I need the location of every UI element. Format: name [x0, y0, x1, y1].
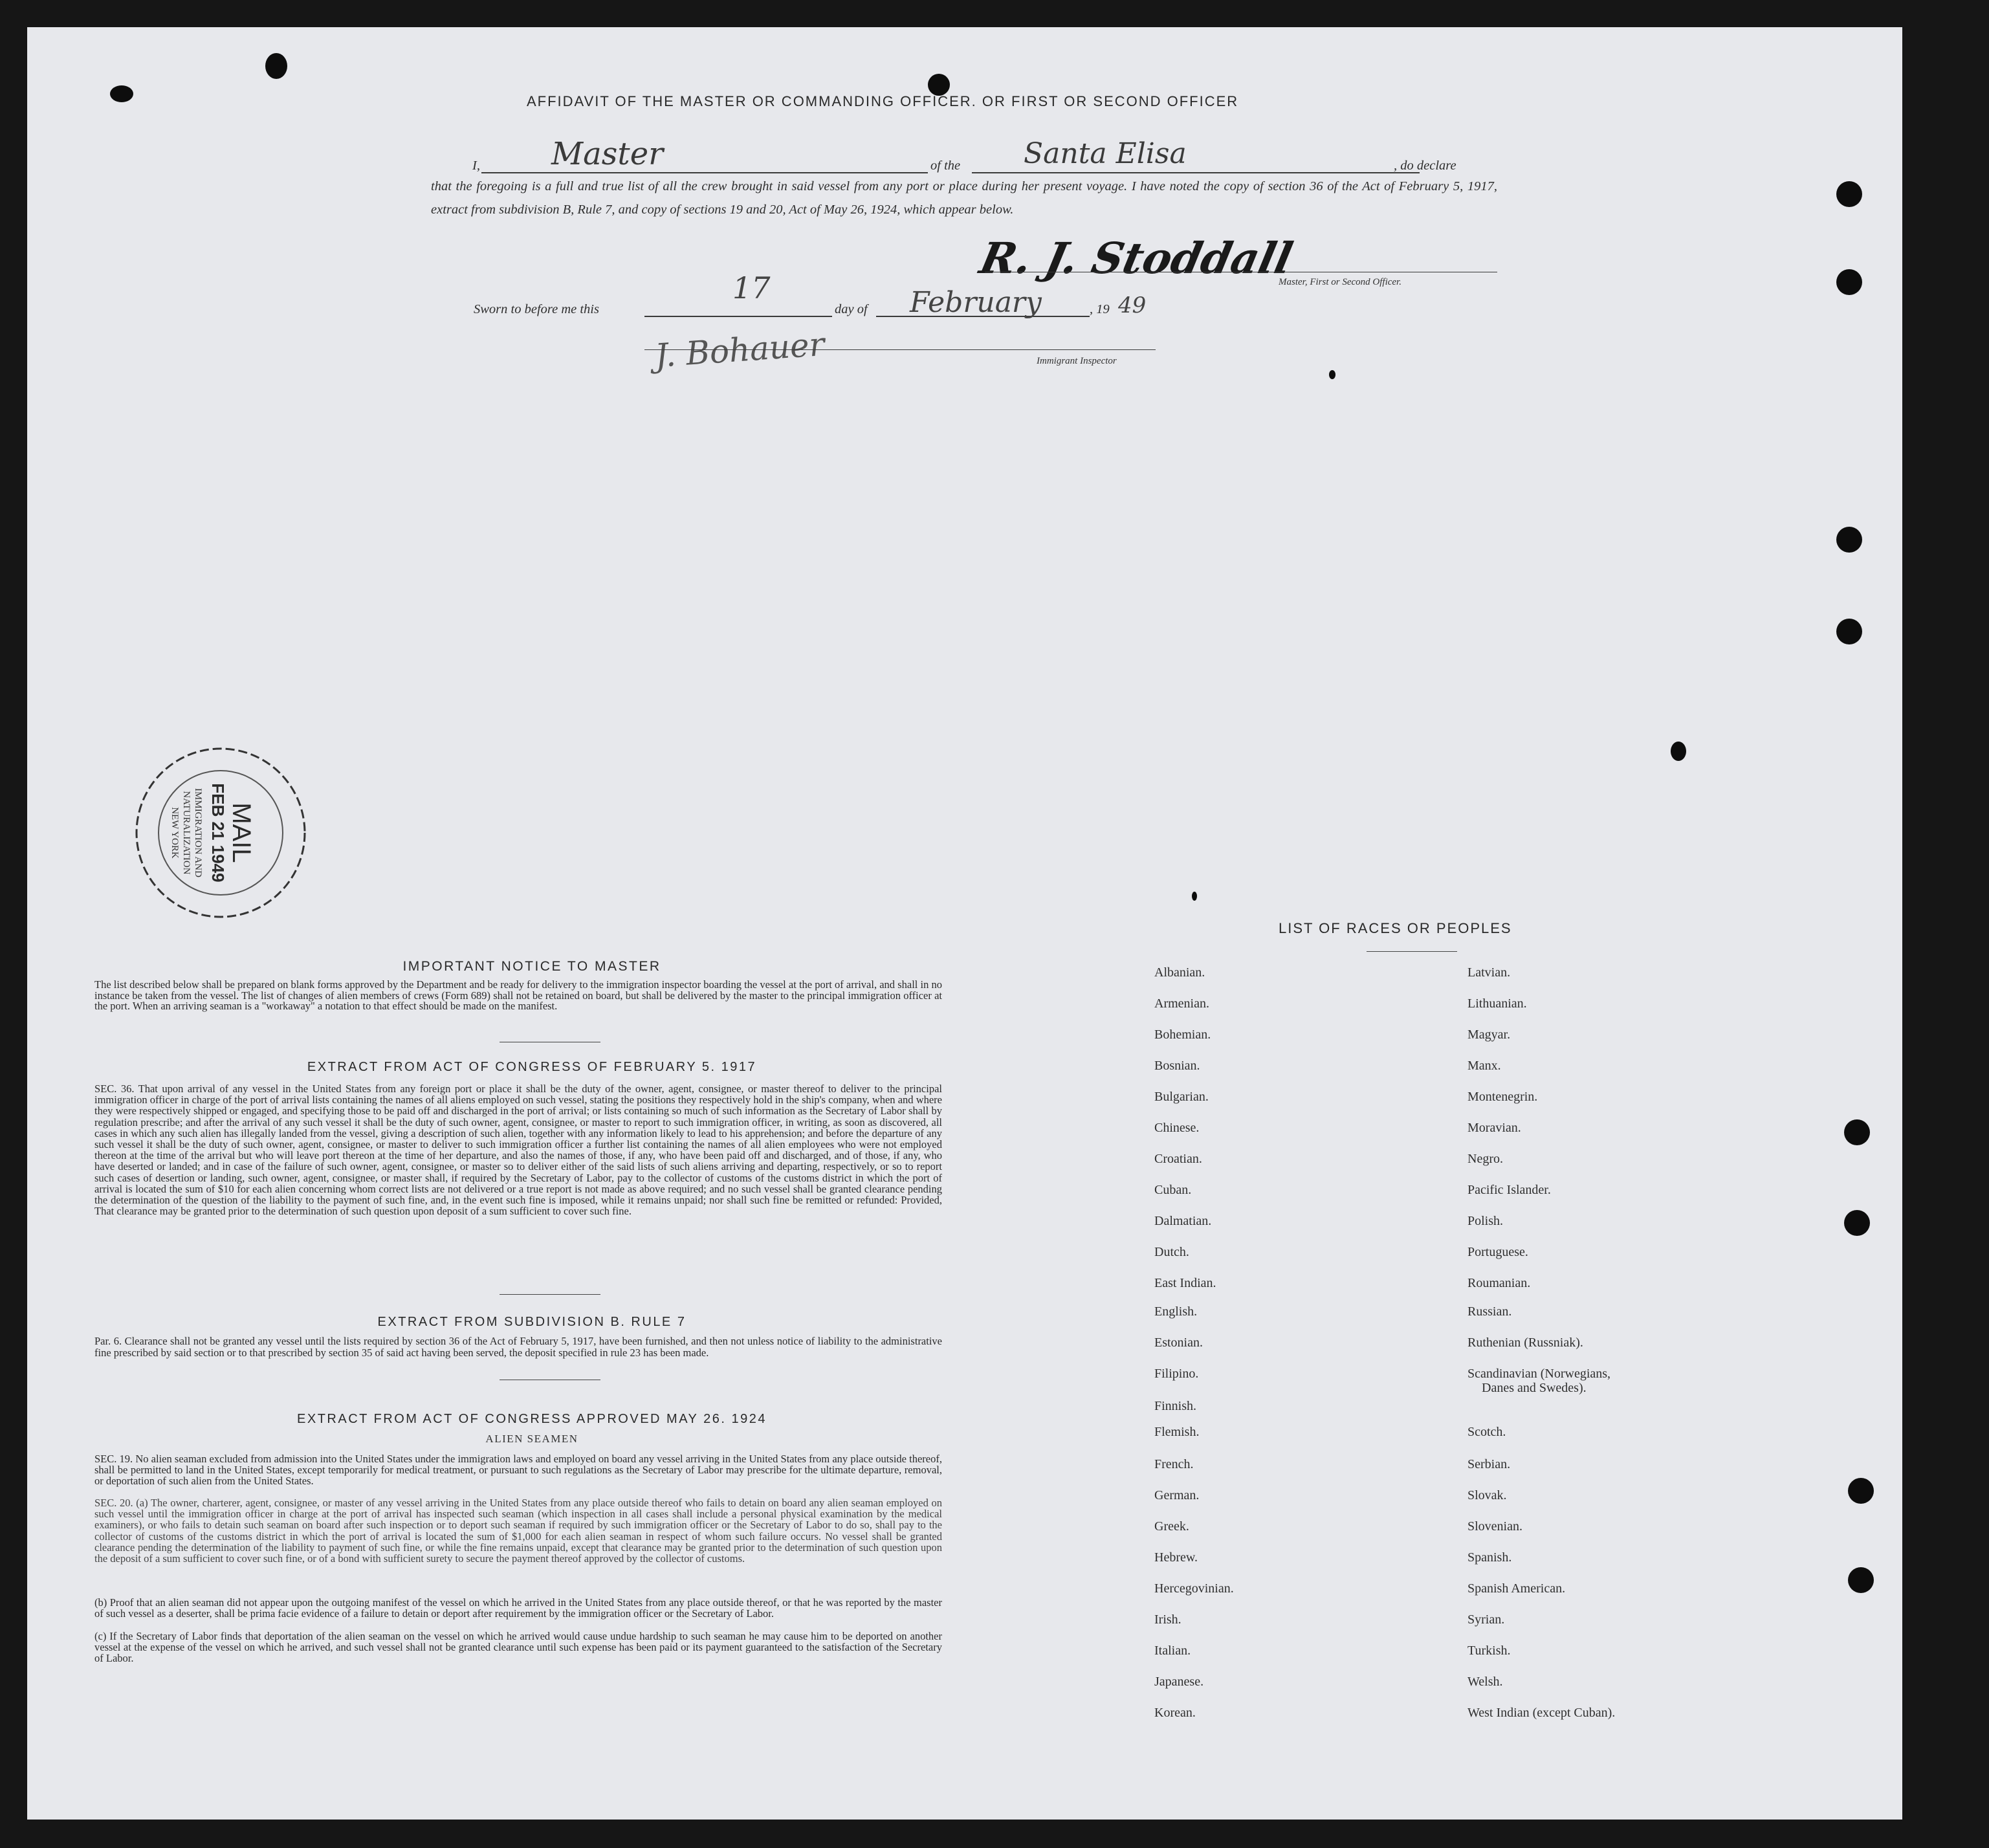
race-item: Italian. [1154, 1644, 1191, 1658]
extract-1917-title: EXTRACT FROM ACT OF CONGRESS OF FEBRUARY 5. 1917 [307, 1060, 757, 1074]
race-item: Serbian. [1467, 1457, 1511, 1471]
race-item: Manx. [1467, 1059, 1501, 1073]
race-item: Scotch. [1467, 1425, 1506, 1439]
race-item: Korean. [1154, 1706, 1196, 1720]
race-item: French. [1154, 1457, 1194, 1471]
race-item: Croatian. [1154, 1152, 1202, 1166]
year-prefix: , 19 [1090, 302, 1110, 316]
race-item: East Indian. [1154, 1276, 1216, 1290]
stamp-line-3: NEW YORK [170, 807, 180, 859]
race-item: English. [1154, 1304, 1198, 1319]
race-item: Albanian. [1154, 965, 1205, 980]
sworn-day-handwriting: 17 [732, 270, 771, 305]
binder-hole [1844, 1210, 1870, 1236]
sec20b-text: (b) Proof that an alien seaman did not appear upon the outgoing manifest of the vessel on which he arrived in the United States from any place outside thereof, or that he was reported by the master of such vessel as a deserter, shall be prima facie evidence of a failure to detain or deport after requirement by the immigration officer or the Secretary of Labor. [94, 1596, 942, 1620]
race-item: Welsh. [1467, 1675, 1503, 1689]
punch-hole [110, 85, 133, 102]
race-item: Estonian. [1154, 1336, 1203, 1350]
race-item: Hercegovinian. [1154, 1581, 1234, 1596]
race-item: Russian. [1467, 1304, 1512, 1319]
race-item: West Indian (except Cuban). [1467, 1706, 1616, 1720]
race-item: Spanish. [1467, 1550, 1512, 1565]
race-item: German. [1154, 1488, 1200, 1502]
race-item: Japanese. [1154, 1675, 1204, 1689]
race-item: Scandinavian (Norwegians, [1467, 1367, 1611, 1381]
affidavit-body: that the foregoing is a full and true list of all the crew brought in said vessel from any port or place during her present voyage. I have noted the copy of section 36 of the Act of February 5, 1917, extract from subdivision B, Rule 7, and copy of sections 19 and 20, Act of May 26, 1924, which appear below. [431, 179, 1497, 217]
rule7-title: EXTRACT FROM SUBDIVISION B. RULE 7 [377, 1315, 687, 1329]
race-item: Roumanian. [1467, 1276, 1531, 1290]
race-item: Armenian. [1154, 996, 1209, 1011]
inspector-caption: Immigrant Inspector [1037, 356, 1117, 366]
race-item: Slovak. [1467, 1488, 1507, 1502]
sworn-day-line [644, 316, 832, 317]
race-item: Irish. [1154, 1612, 1181, 1627]
punch-hole [928, 74, 950, 96]
document-page [27, 27, 1902, 1820]
vessel-line [972, 172, 1420, 173]
race-item: Negro. [1467, 1152, 1503, 1166]
binder-hole [1836, 181, 1862, 207]
vessel-name-handwriting: Santa Elisa [1024, 137, 1187, 170]
alien-seamen-subtitle: ALIEN SEAMEN [485, 1433, 578, 1445]
binder-hole [1844, 1119, 1870, 1145]
race-item: Moravian. [1467, 1121, 1521, 1135]
punch-hole [1671, 742, 1686, 761]
race-item: Spanish American. [1467, 1581, 1566, 1596]
name-line [481, 172, 928, 173]
race-item: Bosnian. [1154, 1059, 1200, 1073]
extract-1917-rule [500, 1294, 600, 1295]
race-item: Slovenian. [1467, 1519, 1522, 1534]
binder-hole [1848, 1567, 1874, 1593]
stamp-line-1: IMMIGRATION AND [193, 788, 203, 877]
extract-1924-title: EXTRACT FROM ACT OF CONGRESS APPROVED MAY 26. 1924 [297, 1412, 767, 1426]
rule7-text: Par. 6. Clearance shall not be granted any vessel until the lists required by section 36 of the Act of February 5, 1917, have been furnished, and then not unless notice of liability to the administrative fine prescribed by said section or to that prescribed by section 35 of said act having been served, the deposit specified in rule 23 has been made. [94, 1335, 942, 1359]
race-item: Turkish. [1467, 1644, 1511, 1658]
i-label: I, [472, 159, 480, 173]
binder-hole [1836, 619, 1862, 644]
race-item: Dutch. [1154, 1245, 1189, 1259]
sworn-label: Sworn to before me this [474, 302, 599, 316]
race-item: Flemish. [1154, 1425, 1200, 1439]
master-signature: R. J. Stoddall [975, 233, 1297, 283]
race-item: Bulgarian. [1154, 1090, 1209, 1104]
sworn-month-handwriting: February [910, 286, 1042, 319]
of-the-label: of the [930, 159, 961, 173]
speck [1192, 892, 1197, 901]
races-title: LIST OF RACES OR PEOPLES [1279, 920, 1512, 936]
race-item: Magyar. [1467, 1028, 1511, 1042]
speck [1329, 370, 1335, 379]
mail-received-stamp [132, 744, 309, 921]
binder-hole [1836, 269, 1862, 295]
race-item: Pacific Islander. [1467, 1183, 1551, 1197]
notice-text: The list described below shall be prepared on blank forms approved by the Department and be ready for delivery to the immigration inspector boarding the vessel at the port of arrival, and shall in no instance be taken from the vessel. The list of changes of alien members of crews (Form 689) shall not be retained on board, but shall be delivered by the master to the principal immigration officer at the port. When an arriving seaman is a "workaway" a notation to that effect should be made on the manifest. [94, 978, 942, 1012]
race-item: Chinese. [1154, 1121, 1200, 1135]
affidavit-title: AFFIDAVIT OF THE MASTER OR COMMANDING OFFICER. OR FIRST OR SECOND OFFICER [527, 93, 1239, 109]
stamp-top-text: MAIL [227, 802, 256, 863]
race-item: Greek. [1154, 1519, 1189, 1534]
extract-1917-text: SEC. 36. That upon arrival of any vessel in the United States from any foreign port or place it shall be the duty of the owner, agent, consignee, or master thereof to deliver to the principal immigration officer in charge of the port of arrival lists containing the names of all aliens employed on such vessel, stating the positions they respectively hold in the ship's company, when and where they were respectively shipped or engaged, and specifying those to be paid off and discharged in the port of arrival; or lists containing so much of such information as the Secretary of Labor shall by regulation prescribe; and after the arrival of any such vessel it shall be the duty of such owner, agent, consignee, or master to report to such immigration officer, in writing, as soon as discovered, all cases in which any such alien has illegally landed from the vessel, giving a description of such alien, together with any information likely to lead to his apprehension; and before the departure of any such vessel it shall be the duty of such owner, agent, consignee, or master to deliver to such immigration officer a further list containing the names of all alien employees who were not employed thereon at the time of the arrival but who will leave port thereon at the time of her departure, and also the names of those, if any, who have been paid off and discharged, and of those, if any, who have deserted or landed; and in case of the failure of such owner, agent, consignee, or master so to deliver either of the said lists of such aliens arriving and departing, respectively, or so to report such cases of desertion or landing, such owner, agent, consignee, or master shall, if required by the Secretary of Labor, pay to the collector of customs of the customs district in which the port of arrival is located the sum of $10 for each alien concerning whom correct lists are not delivered or a true report is not made as above required; and no such vessel shall be granted clearance pending the determination of the question of the liability to the payment of such fine, and, in the event such fine is imposed, while it remains unpaid; nor shall such fine be remitted or refunded: Provided, That clearance may be granted prior to the determination of such question upon deposit of a sum sufficient to cover such fine. [94, 1083, 942, 1218]
race-item: Syrian. [1467, 1612, 1505, 1627]
stamp-date: FEB 21 1949 [208, 783, 228, 883]
do-declare-label: , do declare [1394, 159, 1456, 173]
binder-hole [1848, 1478, 1874, 1504]
race-item: Montenegrin. [1467, 1090, 1538, 1104]
race-item: Portuguese. [1467, 1245, 1528, 1259]
inspector-signature-line [644, 349, 1156, 350]
sec19-text: SEC. 19. No alien seaman excluded from admission into the United States under the immigration laws and employed on board any vessel arriving in the United States from any place outside thereof, shall be permitted to land in the United States, except temporarily for medical treatment, or pursuant to such regulations as the Secretary of Labor may prescribe for the ultimate departure, removal, or deportation of such alien from the United States. [94, 1453, 942, 1488]
binder-hole [1836, 527, 1862, 553]
punch-hole [265, 53, 287, 79]
race-item: Hebrew. [1154, 1550, 1198, 1565]
master-caption: Master, First or Second Officer. [1279, 277, 1401, 287]
day-of-label: day of [835, 302, 868, 316]
race-item: Lithuanian. [1467, 996, 1527, 1011]
race-item: Dalmatian. [1154, 1214, 1212, 1228]
race-item: Cuban. [1154, 1183, 1192, 1197]
sworn-year-handwriting: 49 [1118, 292, 1147, 318]
sec20c-text: (c) If the Secretary of Labor finds that deportation of the alien seaman on the vessel on which he arrived would cause undue hardship to such seaman he may cause him to be deported on another vessel at the expense of the vessel on which he arrived, and such vessel shall not be granted clearance until such expense has been paid or its payment guaranteed to the satisfaction of the Secretary of Labor. [94, 1630, 942, 1665]
race-item: Bohemian. [1154, 1028, 1211, 1042]
notice-title: IMPORTANT NOTICE TO MASTER [402, 959, 661, 974]
race-item: Ruthenian (Russniak). [1467, 1336, 1583, 1350]
race-item: Latvian. [1467, 965, 1511, 980]
race-item: Filipino. [1154, 1367, 1199, 1381]
races-rule [1367, 951, 1457, 952]
sec20a-text: SEC. 20. (a) The owner, charterer, agent, consignee, or master of any vessel arriving in the United States from any place outside thereof who fails to detain on board any alien seaman employed on such vessel until the immigration officer in charge at the port of arrival has inspected such seaman (which inspection in all cases shall include a personal physical examination by the medical examiners), or who fails to detain such seaman on board after such inspection or to deport such seaman if required by such immigration officer or the Secretary of Labor to do so, shall pay to the collector of customs of the customs district in which the port of arrival is located the sum of $1,000 for each alien seaman in respect of whom such failure occurs. No vessel shall be granted clearance pending the determination of the liability to payment of such fine, or while the fine remains unpaid, except that clearance may be granted prior to the determination of such question upon the deposit of a sum sufficient to cover such fine, or of a bond with sufficient surety to secure the payment thereof approved by the collector of customs. [94, 1497, 942, 1565]
race-item: Polish. [1467, 1214, 1504, 1228]
stamp-line-2: NATURALIZATION [181, 791, 192, 875]
inspector-signature: J. Bohauer [654, 325, 826, 375]
race-item: Danes and Swedes). [1482, 1381, 1587, 1395]
master-name-handwriting: Master [551, 136, 664, 172]
race-item: Finnish. [1154, 1399, 1197, 1413]
